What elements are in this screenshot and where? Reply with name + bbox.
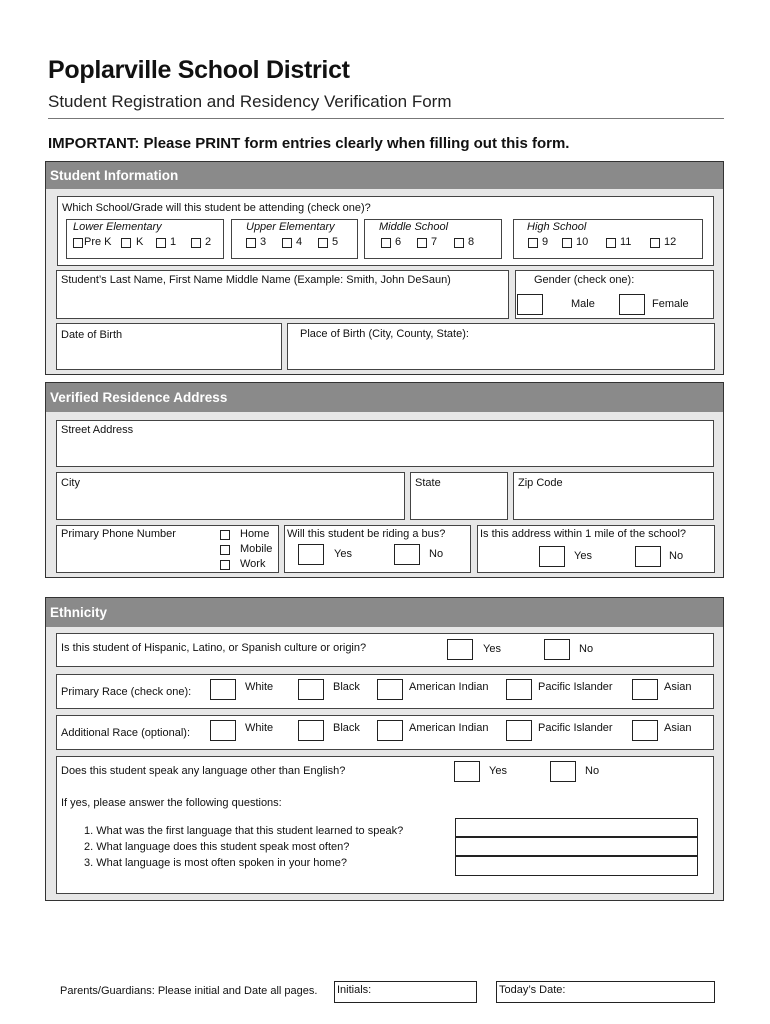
residence-address-section xyxy=(45,382,724,578)
additional-race-american-indian-label: American Indian xyxy=(409,722,489,734)
footer-note: Parents/Guardians: Please initial and Date all pages. xyxy=(60,985,318,997)
high-school-label: High School xyxy=(527,221,587,233)
lower-elementary-group xyxy=(66,219,224,259)
primary-race-pacific-islander-label: Pacific Islander xyxy=(538,681,613,693)
grade-4-checkbox[interactable] xyxy=(282,238,292,248)
additional-race-white-checkbox[interactable] xyxy=(210,720,236,741)
gender-male-checkbox[interactable] xyxy=(517,294,543,315)
middle-school-label: Middle School xyxy=(379,221,449,233)
gender-box xyxy=(515,270,714,319)
bus-no-label: No xyxy=(429,548,444,560)
todays-date-label: Today’s Date: xyxy=(499,984,566,996)
hispanic-question-label: Is this student of Hispanic, Latino, or Spanish culture or origin? xyxy=(61,642,367,654)
high-school-group xyxy=(513,219,703,259)
ethnicity-heading: Ethnicity xyxy=(46,598,723,627)
gender-female-label: Female xyxy=(652,298,689,310)
mile-no-label: No xyxy=(669,550,684,562)
grade-1-checkbox[interactable] xyxy=(156,238,166,248)
residence-address-heading: Verified Residence Address xyxy=(46,383,723,412)
state-label: State xyxy=(415,477,441,489)
zip-code-field[interactable] xyxy=(513,472,714,520)
language-followup-label: If yes, please answer the following questions: xyxy=(61,797,282,809)
grade-9-checkbox[interactable] xyxy=(528,238,538,248)
phone-home-label: Home xyxy=(240,528,270,540)
date-of-birth-label: Date of Birth xyxy=(61,329,123,341)
grade-10-checkbox[interactable] xyxy=(562,238,572,248)
first-language-input[interactable] xyxy=(455,818,698,837)
primary-phone-label: Primary Phone Number xyxy=(61,528,176,540)
student-name-label: Student’s Last Name, First Name Middle Name (Example: Smith, John DeSaun) xyxy=(61,274,451,286)
student-name-field[interactable] xyxy=(56,270,509,319)
primary-race-american-indian-checkbox[interactable] xyxy=(377,679,403,700)
grade-5-label: 5 xyxy=(332,236,339,248)
city-field[interactable] xyxy=(56,472,405,520)
first-language-question: 1. What was the first language that this student learned to speak? xyxy=(84,825,404,837)
hispanic-no-checkbox[interactable] xyxy=(544,639,570,660)
page-title: Poplarville School District xyxy=(48,56,350,84)
important-notice: IMPORTANT: Please PRINT form entries clearly when filling out this form. xyxy=(48,135,570,152)
gender-female-checkbox[interactable] xyxy=(619,294,645,315)
gender-male-label: Male xyxy=(571,298,595,310)
grade-6-checkbox[interactable] xyxy=(381,238,391,248)
phone-home-checkbox[interactable] xyxy=(220,530,230,540)
primary-race-white-checkbox[interactable] xyxy=(210,679,236,700)
primary-phone-field[interactable] xyxy=(56,525,279,573)
grade-11-checkbox[interactable] xyxy=(606,238,616,248)
phone-work-label: Work xyxy=(240,558,266,570)
grade-10-label: 10 xyxy=(576,236,589,248)
grade-7-checkbox[interactable] xyxy=(417,238,427,248)
most-often-language-question: 2. What language does this student speak most often? xyxy=(84,841,350,853)
additional-race-label: Additional Race (optional): xyxy=(61,727,191,739)
primary-race-black-checkbox[interactable] xyxy=(298,679,324,700)
grade-11-label: 11 xyxy=(620,236,632,248)
primary-race-asian-checkbox[interactable] xyxy=(632,679,658,700)
primary-race-asian-label: Asian xyxy=(664,681,692,693)
middle-school-group xyxy=(364,219,502,259)
phone-work-checkbox[interactable] xyxy=(220,560,230,570)
grade-8-label: 8 xyxy=(468,236,475,248)
mile-question-box xyxy=(477,525,715,573)
grade-12-checkbox[interactable] xyxy=(650,238,660,248)
primary-race-label: Primary Race (check one): xyxy=(61,686,192,698)
language-yes-checkbox[interactable] xyxy=(454,761,480,782)
language-question-label: Does this student speak any language other than English? xyxy=(61,765,346,777)
grade-4-label: 4 xyxy=(296,236,303,248)
language-yes-label: Yes xyxy=(489,765,507,777)
grade-1-label: 1 xyxy=(170,236,177,248)
header-divider xyxy=(48,118,724,119)
page-subtitle: Student Registration and Residency Verification Form xyxy=(48,92,452,111)
place-of-birth-label: Place of Birth (City, County, State): xyxy=(300,328,469,340)
hispanic-question-box xyxy=(56,633,714,667)
grade-3-label: 3 xyxy=(260,236,267,248)
grade-prek-label: Pre K xyxy=(84,236,112,248)
student-information-heading: Student Information xyxy=(46,162,723,189)
grade-k-checkbox[interactable] xyxy=(121,238,131,248)
hispanic-yes-label: Yes xyxy=(483,643,501,655)
todays-date-field[interactable] xyxy=(496,981,715,1003)
school-grade-box xyxy=(57,196,714,266)
primary-race-pacific-islander-checkbox[interactable] xyxy=(506,679,532,700)
grade-2-checkbox[interactable] xyxy=(191,238,201,248)
bus-no-checkbox[interactable] xyxy=(394,544,420,565)
language-no-checkbox[interactable] xyxy=(550,761,576,782)
language-no-label: No xyxy=(585,765,600,777)
grade-5-checkbox[interactable] xyxy=(318,238,328,248)
language-box xyxy=(56,756,714,894)
grade-2-label: 2 xyxy=(205,236,212,248)
additional-race-box xyxy=(56,715,714,750)
grade-3-checkbox[interactable] xyxy=(246,238,256,248)
primary-race-white-label: White xyxy=(245,681,274,693)
additional-race-pacific-islander-label: Pacific Islander xyxy=(538,722,613,734)
zip-code-label: Zip Code xyxy=(518,477,563,489)
most-often-language-input[interactable] xyxy=(455,837,698,856)
grade-prek-checkbox[interactable] xyxy=(73,238,83,248)
home-language-question: 3. What language is most often spoken in your home? xyxy=(84,857,347,869)
bus-yes-label: Yes xyxy=(334,548,352,560)
date-of-birth-field[interactable] xyxy=(56,323,282,370)
street-address-field[interactable] xyxy=(56,420,714,467)
additional-race-asian-label: Asian xyxy=(664,722,692,734)
student-information-section xyxy=(45,161,724,375)
home-language-input[interactable] xyxy=(455,856,698,876)
upper-elementary-group xyxy=(231,219,358,259)
upper-elementary-label: Upper Elementary xyxy=(246,221,335,233)
place-of-birth-field[interactable] xyxy=(287,323,715,370)
primary-race-american-indian-label: American Indian xyxy=(409,681,489,693)
grade-8-checkbox[interactable] xyxy=(454,238,464,248)
additional-race-black-checkbox[interactable] xyxy=(298,720,324,741)
bus-yes-checkbox[interactable] xyxy=(298,544,324,565)
ethnicity-section xyxy=(45,597,724,901)
grade-k-label: K xyxy=(136,236,144,248)
school-grade-question: Which School/Grade will this student be attending (check one)? xyxy=(62,202,371,214)
additional-race-asian-checkbox[interactable] xyxy=(632,720,658,741)
mile-yes-checkbox[interactable] xyxy=(539,546,565,567)
hispanic-yes-checkbox[interactable] xyxy=(447,639,473,660)
initials-field[interactable] xyxy=(334,981,477,1003)
additional-race-american-indian-checkbox[interactable] xyxy=(377,720,403,741)
city-label: City xyxy=(61,477,80,489)
grade-6-label: 6 xyxy=(395,236,402,248)
grade-7-label: 7 xyxy=(431,236,438,248)
street-address-label: Street Address xyxy=(61,424,134,436)
hispanic-no-label: No xyxy=(579,643,594,655)
lower-elementary-label: Lower Elementary xyxy=(73,221,162,233)
bus-question-label: Will this student be riding a bus? xyxy=(287,528,446,540)
state-field[interactable] xyxy=(410,472,508,520)
grade-12-label: 12 xyxy=(664,236,677,248)
mile-yes-label: Yes xyxy=(574,550,592,562)
mile-no-checkbox[interactable] xyxy=(635,546,661,567)
primary-race-black-label: Black xyxy=(333,681,360,693)
additional-race-white-label: White xyxy=(245,722,274,734)
gender-label: Gender (check one): xyxy=(534,274,635,286)
initials-label: Initials: xyxy=(337,984,372,996)
mile-question-label: Is this address within 1 mile of the school? xyxy=(480,528,687,540)
phone-mobile-label: Mobile xyxy=(240,543,273,555)
phone-mobile-checkbox[interactable] xyxy=(220,545,230,555)
bus-question-box xyxy=(284,525,471,573)
primary-race-box xyxy=(56,674,714,709)
additional-race-pacific-islander-checkbox[interactable] xyxy=(506,720,532,741)
grade-9-label: 9 xyxy=(542,236,549,248)
additional-race-black-label: Black xyxy=(333,722,360,734)
